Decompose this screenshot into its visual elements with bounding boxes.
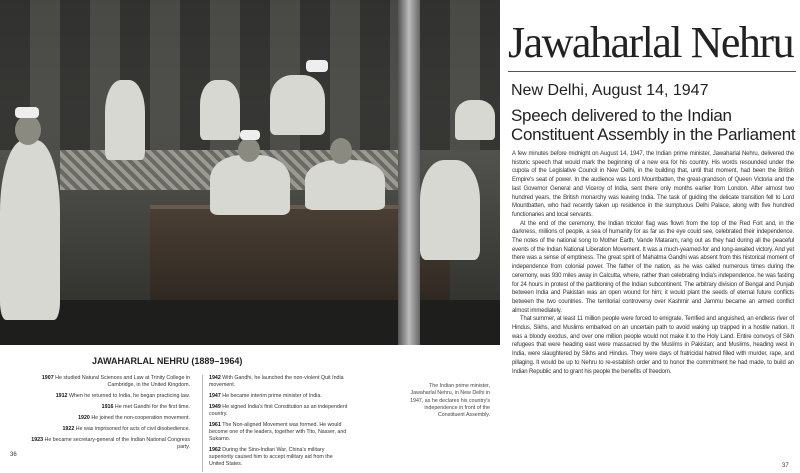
- photo-cap: [240, 130, 260, 140]
- page-number-right: 37: [782, 463, 789, 469]
- section-heading: Speech delivered to the Indian Constituent Assembly in the Parliament: [511, 106, 796, 144]
- photo-figure: [455, 100, 495, 140]
- timeline-text: He met Gandhi for the first time.: [114, 404, 190, 410]
- photo-figure: [210, 155, 290, 215]
- page-title: Jawaharlal Nehru: [508, 18, 794, 67]
- timeline-text: He joined the non-cooperation movement.: [91, 415, 190, 421]
- page-subtitle: New Delhi, August 14, 1947: [511, 82, 709, 99]
- photo-figure-nehru: [0, 140, 60, 320]
- timeline-text: He became interim prime minister of India.: [222, 393, 322, 399]
- photo-figure: [305, 160, 385, 210]
- timeline-year: 1947: [209, 393, 221, 399]
- photo-cap: [306, 60, 328, 72]
- historical-photo-nehru-speech: [0, 0, 500, 345]
- timeline-year: 1912: [55, 393, 68, 399]
- timeline-entry: [20, 437, 190, 451]
- timeline-entry: [209, 375, 349, 389]
- timeline-year: 1949: [209, 404, 221, 410]
- title-divider: [508, 71, 796, 72]
- timeline-year: 1962: [209, 447, 221, 453]
- timeline-entry: [209, 422, 349, 443]
- article-column: [508, 18, 796, 376]
- photo-figure: [200, 80, 240, 140]
- photo-cap: [15, 107, 39, 118]
- timeline-year: 1942: [209, 375, 221, 381]
- photo-head: [238, 138, 260, 162]
- photo-figure: [420, 160, 480, 260]
- photo-figure: [270, 75, 325, 135]
- timeline-text: He signed India's first Constitution as an independent country.: [209, 404, 348, 417]
- photo-pillar: [398, 0, 420, 345]
- timeline-year: 1920: [78, 415, 90, 421]
- timeline-text: With Gandhi, he launched the non-violent Quit India movement.: [209, 375, 344, 388]
- article-paragraph: That summer, at least 11 million people were forced to emigrate. Terrified and anguished, an endless river of Hindus, Sikhs, and Muslims embarked on an uncertain path to avoid waking up trapped in a hostile nation. It was a bloody exodus, and over one million people would not make it to the Holy Land. Entire convoys of Sikh refugees that were heading east were massacred by the Muslims in Pakistan; and Muslims, heading west in India, were slaughtered by Sikhs and Hindus. They were days of fratricidal hatred filled with murder, rape, and pillaging. It would be up to Nehru to re-establish order and to honor the commitment he had made, to build an Indian Republic and to grant his people the benefits of freedom.: [512, 316, 794, 375]
- timeline-entry: [20, 404, 190, 411]
- article-paragraph: At the end of the ceremony, the Indian tricolor flag was flown from the top of the Red Fort and, in the darkness, millions of people, a sea of humanity for as far as the eye could see, celebrated their independence. The notes of the national song to Mother Earth, Vande Mataram, rang out as they had during all the peaceful events of the Indian National Liberation Movement. It was a much-yearned-for and long-awaited victory. And yet there was a sense of emptiness. The great spirit of Mahatma Gandhi was absent from this historical moment of independence from colonial power. The father of the nation, as he was called numerous times during the ceremony, was 930 miles away in Calcutta, where, rather than celebrating India's independence, he was fasting for 24 hours in protest of the partitioning of the Indian subcontinent. The arbitrary division of Bengal and Punjab between India and Pakistan was an open wound for him; it would plant the seeds of eternal future conflicts between the two countries. The territorial controversy over Kashmir and Jammu became an armed conflict almost immediately.: [512, 220, 794, 314]
- photo-head: [330, 138, 352, 164]
- timeline-text: The Non-aligned Movement was formed. He would become one of the leaders, together with Tito, Nasser, and Sukarno.: [209, 422, 347, 442]
- timeline-text: He was imprisoned for acts of civil disobedience.: [75, 426, 190, 432]
- timeline-entry: [209, 393, 349, 400]
- timeline-text: When he returned to India, he began practicing law.: [68, 393, 190, 399]
- photo-head: [15, 115, 41, 145]
- timeline-entry: [20, 393, 190, 400]
- timeline-year: 1916: [101, 404, 114, 410]
- timeline-title: JAWAHARLAL NEHRU (1889–1964): [92, 356, 243, 366]
- timeline-year: 1923: [31, 437, 44, 443]
- timeline-year: 1922: [62, 426, 75, 432]
- timeline-right-column: [202, 375, 349, 472]
- timeline-entry: [209, 447, 349, 468]
- photo-figure: [105, 80, 145, 160]
- timeline-year: 1961: [209, 422, 221, 428]
- timeline-text: He became secretary-general of the Indian National Congress party.: [44, 437, 190, 450]
- timeline-entry: [209, 404, 349, 418]
- photo-caption: The Indian prime minister, Jawaharlal Nehru, in New Delhi in 1947, as he declares his country's independence in front of the Constituent Assembly.: [410, 383, 490, 419]
- photo-wall: [0, 0, 500, 150]
- page-number-left: 36: [10, 452, 17, 458]
- photo-floor: [0, 300, 500, 345]
- timeline-year: 1907: [41, 375, 54, 381]
- article-body: [512, 150, 794, 376]
- timeline-entry: [20, 375, 190, 389]
- timeline-left-column: [20, 375, 190, 455]
- timeline-text: During the Sino-Indian War, China's military superiority caused him to accept military aid from the United States.: [209, 447, 333, 467]
- timeline-text: He studied Natural Sciences and Law at Trinity College in Cambridge, in the United Kingdom.: [55, 375, 190, 388]
- timeline-entry: [20, 415, 190, 422]
- article-paragraph: A few minutes before midnight on August 14, 1947, the Indian prime minister, Jawaharlal Nehru, delivered the historic speech that would mark the beginning of a new era for his country. His words resounded under the cupola of the Legislative Council in New Delhi, in the building that, until that moment, had been the British Empire's seat of power. In the audience was Lord Mountbatten, the great-grandson of Queen Victoria and the last Governor General and Viceroy of India, sent there only months earlier from London. After almost two hundred years, the British monarchy was leaving India. The task of guiding the delicate transition fell to Lord Mountbatten, who had recently taken up residence in the sumptuous Delhi Palace, along with five hundred functionaries and local servants.: [512, 151, 794, 218]
- timeline-entry: [20, 426, 190, 433]
